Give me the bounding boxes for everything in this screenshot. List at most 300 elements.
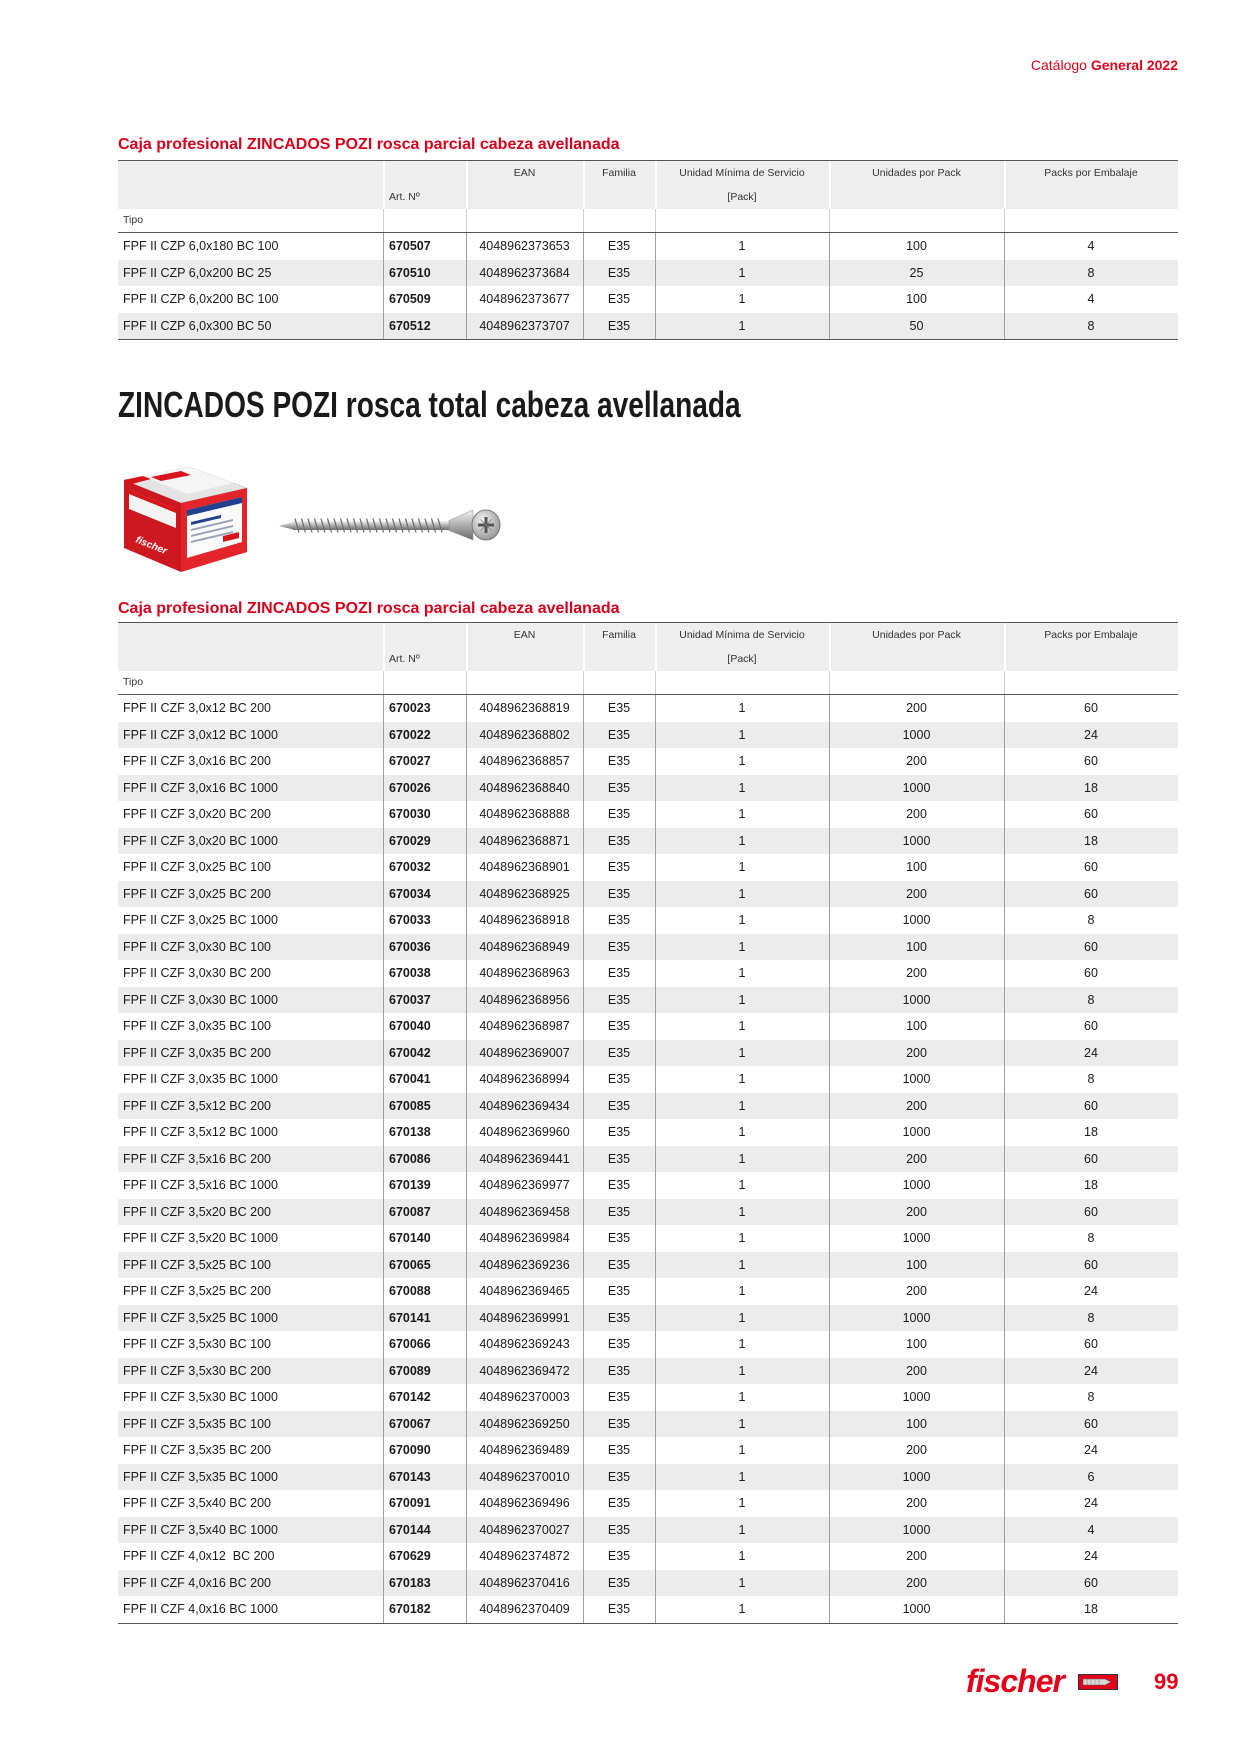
ean-cell: 4048962368857 bbox=[466, 748, 583, 775]
table-row bbox=[118, 695, 1178, 722]
art-cell: 670507 bbox=[383, 233, 466, 260]
unidad-cell: 1 bbox=[655, 233, 829, 260]
column-header-ean: EAN bbox=[466, 161, 583, 185]
tipo-cell: FPF II CZF 4,0x12 BC 200 bbox=[123, 1549, 275, 1564]
art-cell: 670033 bbox=[383, 907, 466, 934]
header-cell bbox=[583, 647, 655, 671]
packs-embalaje-cell: 8 bbox=[1004, 1384, 1178, 1411]
art-cell: 670086 bbox=[383, 1146, 466, 1173]
familia-cell: E35 bbox=[583, 1543, 655, 1570]
art-cell: 670140 bbox=[383, 1225, 466, 1252]
unidad-cell: 1 bbox=[655, 1172, 829, 1199]
unidad-cell: 1 bbox=[655, 881, 829, 908]
header-cell bbox=[1004, 647, 1178, 671]
unidad-cell: 1 bbox=[655, 722, 829, 749]
header-cell bbox=[383, 671, 466, 695]
column-header-unidad: Unidad Mínima de Servicio bbox=[655, 161, 829, 185]
header-cell bbox=[466, 209, 583, 233]
header-cell bbox=[655, 209, 829, 233]
unidades-pack-cell: 200 bbox=[829, 1437, 1004, 1464]
unidades-pack-cell: 200 bbox=[829, 960, 1004, 987]
art-cell: 670138 bbox=[383, 1119, 466, 1146]
table-row bbox=[118, 1517, 1178, 1544]
header-row bbox=[118, 623, 1178, 647]
header-cell bbox=[829, 647, 1004, 671]
ean-cell: 4048962373707 bbox=[466, 313, 583, 340]
table-row bbox=[118, 1119, 1178, 1146]
familia-cell: E35 bbox=[583, 1093, 655, 1120]
tipo-cell: FPF II CZF 3,0x12 BC 200 bbox=[123, 701, 271, 716]
unidades-pack-cell: 1000 bbox=[829, 828, 1004, 855]
tipo-cell: FPF II CZF 3,0x16 BC 1000 bbox=[118, 775, 383, 802]
column-header-unidad-sub: [Pack] bbox=[655, 185, 829, 209]
ean-cell: 4048962369007 bbox=[466, 1040, 583, 1067]
ean-cell: 4048962370416 bbox=[466, 1570, 583, 1597]
header-cell bbox=[466, 671, 583, 695]
ean-cell: 4048962370010 bbox=[466, 1464, 583, 1491]
art-cell: 670030 bbox=[383, 801, 466, 828]
packs-embalaje-cell: 24 bbox=[1004, 1490, 1178, 1517]
unidad-cell: 1 bbox=[655, 1305, 829, 1332]
packs-embalaje-cell: 24 bbox=[1004, 1040, 1178, 1067]
familia-cell: E35 bbox=[583, 748, 655, 775]
unidad-cell: 1 bbox=[655, 1437, 829, 1464]
tipo-cell: FPF II CZP 6,0x200 BC 100 bbox=[123, 292, 279, 307]
packs-embalaje-cell: 8 bbox=[1004, 987, 1178, 1014]
tipo-cell: FPF II CZF 3,0x20 BC 200 bbox=[123, 807, 271, 822]
packs-embalaje-cell: 24 bbox=[1004, 1278, 1178, 1305]
unidad-cell: 1 bbox=[655, 260, 829, 287]
product-box-image bbox=[121, 466, 249, 574]
unidades-pack-cell: 100 bbox=[829, 854, 1004, 881]
header-cell bbox=[1004, 185, 1178, 209]
familia-cell: E35 bbox=[583, 1570, 655, 1597]
familia-cell: E35 bbox=[583, 695, 655, 722]
unidad-cell: 1 bbox=[655, 1570, 829, 1597]
header-row bbox=[118, 209, 1178, 233]
column-header-packs-embalaje: Packs por Embalaje bbox=[1004, 161, 1178, 185]
tipo-cell: FPF II CZF 3,0x35 BC 100 bbox=[123, 1019, 271, 1034]
unidad-cell: 1 bbox=[655, 286, 829, 313]
tipo-cell: FPF II CZF 3,0x25 BC 100 bbox=[123, 860, 271, 875]
ean-cell: 4048962369496 bbox=[466, 1490, 583, 1517]
packs-embalaje-cell: 60 bbox=[1004, 1013, 1178, 1040]
column-header-art: Art. Nº bbox=[383, 647, 466, 671]
familia-cell: E35 bbox=[583, 1411, 655, 1438]
unidad-cell: 1 bbox=[655, 854, 829, 881]
tipo-cell: FPF II CZF 3,5x30 BC 1000 bbox=[123, 1390, 278, 1405]
table-row bbox=[118, 1040, 1178, 1067]
unidad-cell: 1 bbox=[655, 1384, 829, 1411]
packs-embalaje-cell: 60 bbox=[1004, 695, 1178, 722]
tipo-cell: FPF II CZF 3,0x12 BC 1000 bbox=[118, 722, 383, 749]
table-row bbox=[118, 1093, 1178, 1120]
tipo-cell: FPF II CZF 3,5x25 BC 1000 bbox=[118, 1305, 383, 1332]
unidades-pack-cell: 100 bbox=[829, 233, 1004, 260]
unidad-cell: 1 bbox=[655, 1119, 829, 1146]
table-row bbox=[118, 313, 1178, 340]
art-cell: 670509 bbox=[383, 286, 466, 313]
unidades-pack-cell: 200 bbox=[829, 801, 1004, 828]
packs-embalaje-cell: 8 bbox=[1004, 1305, 1178, 1332]
ean-cell: 4048962370409 bbox=[466, 1596, 583, 1623]
tipo-cell: FPF II CZF 3,5x25 BC 200 bbox=[123, 1284, 271, 1299]
unidad-cell: 1 bbox=[655, 1464, 829, 1491]
unidad-cell: 1 bbox=[655, 1199, 829, 1226]
unidades-pack-cell: 1000 bbox=[829, 1225, 1004, 1252]
familia-cell: E35 bbox=[583, 1490, 655, 1517]
tipo-cell: FPF II CZF 3,5x16 BC 1000 bbox=[123, 1178, 278, 1193]
familia-cell: E35 bbox=[583, 313, 655, 340]
header-cell bbox=[583, 671, 655, 695]
tipo-cell: FPF II CZP 6,0x200 BC 25 bbox=[118, 260, 383, 287]
familia-cell: E35 bbox=[583, 960, 655, 987]
ean-cell: 4048962368819 bbox=[466, 695, 583, 722]
ean-cell: 4048962369458 bbox=[466, 1199, 583, 1226]
art-cell: 670183 bbox=[383, 1570, 466, 1597]
section-title: ZINCADOS POZI rosca total cabeza avellanada bbox=[118, 384, 741, 425]
unidad-cell: 1 bbox=[655, 1490, 829, 1517]
packs-embalaje-cell: 60 bbox=[1004, 960, 1178, 987]
ean-cell: 4048962373677 bbox=[466, 286, 583, 313]
tipo-cell: FPF II CZF 3,5x16 BC 200 bbox=[118, 1146, 383, 1173]
table-row bbox=[118, 1172, 1178, 1199]
packs-embalaje-cell: 60 bbox=[1004, 934, 1178, 961]
table-row bbox=[118, 233, 1178, 260]
packs-embalaje-cell: 4 bbox=[1004, 1517, 1178, 1544]
art-cell: 670022 bbox=[383, 722, 466, 749]
table-row bbox=[118, 1013, 1178, 1040]
column-header-familia: Familia bbox=[583, 623, 655, 647]
unidad-cell: 1 bbox=[655, 1040, 829, 1067]
column-header-ean: EAN bbox=[466, 623, 583, 647]
header-row bbox=[118, 185, 1178, 209]
unidades-pack-cell: 1000 bbox=[829, 1119, 1004, 1146]
unidad-cell: 1 bbox=[655, 313, 829, 340]
table-row bbox=[118, 1358, 1178, 1385]
header-cell bbox=[829, 209, 1004, 233]
ean-cell: 4048962373653 bbox=[466, 233, 583, 260]
column-header-unidades-pack: Unidades por Pack bbox=[829, 161, 1004, 185]
packs-embalaje-cell: 18 bbox=[1004, 775, 1178, 802]
table-row bbox=[118, 1543, 1178, 1570]
packs-embalaje-cell: 24 bbox=[1004, 1437, 1178, 1464]
table-row bbox=[118, 1199, 1178, 1226]
product-table bbox=[118, 623, 1178, 1623]
header-cell bbox=[466, 647, 583, 671]
tipo-cell: FPF II CZF 4,0x16 BC 1000 bbox=[123, 1602, 278, 1617]
ean-cell: 4048962369236 bbox=[466, 1252, 583, 1279]
header-row bbox=[118, 161, 1178, 185]
tipo-cell: FPF II CZF 3,5x12 BC 200 bbox=[118, 1093, 383, 1120]
box-logo-text: fischer bbox=[133, 534, 169, 558]
familia-cell: E35 bbox=[583, 1066, 655, 1093]
unidades-pack-cell: 100 bbox=[829, 1013, 1004, 1040]
packs-embalaje-cell: 60 bbox=[1004, 1252, 1178, 1279]
unidad-cell: 1 bbox=[655, 1517, 829, 1544]
catalog-header bbox=[1031, 56, 1178, 74]
ean-cell: 4048962368802 bbox=[466, 722, 583, 749]
ean-cell: 4048962370003 bbox=[466, 1384, 583, 1411]
unidades-pack-cell: 200 bbox=[829, 1490, 1004, 1517]
familia-cell: E35 bbox=[583, 1225, 655, 1252]
table-row bbox=[118, 286, 1178, 313]
header-cell bbox=[583, 209, 655, 233]
product-table-1 bbox=[118, 160, 1178, 340]
tipo-cell: FPF II CZF 3,5x25 BC 100 bbox=[118, 1252, 383, 1279]
familia-cell: E35 bbox=[583, 881, 655, 908]
ean-cell: 4048962369441 bbox=[466, 1146, 583, 1173]
unidades-pack-cell: 200 bbox=[829, 1040, 1004, 1067]
table-row bbox=[118, 1331, 1178, 1358]
unidades-pack-cell: 1000 bbox=[829, 1384, 1004, 1411]
familia-cell: E35 bbox=[583, 722, 655, 749]
packs-embalaje-cell: 24 bbox=[1004, 722, 1178, 749]
unidades-pack-cell: 1000 bbox=[829, 987, 1004, 1014]
header-cell bbox=[655, 671, 829, 695]
familia-cell: E35 bbox=[583, 1464, 655, 1491]
column-header-familia: Familia bbox=[583, 161, 655, 185]
table-row bbox=[118, 748, 1178, 775]
unidades-pack-cell: 100 bbox=[829, 1411, 1004, 1438]
art-cell: 670144 bbox=[383, 1517, 466, 1544]
header-cell bbox=[383, 209, 466, 233]
unidades-pack-cell: 200 bbox=[829, 881, 1004, 908]
product-table bbox=[118, 161, 1178, 339]
unidades-pack-cell: 1000 bbox=[829, 1596, 1004, 1623]
unidad-cell: 1 bbox=[655, 1278, 829, 1305]
art-cell: 670182 bbox=[383, 1596, 466, 1623]
table-row bbox=[118, 722, 1178, 749]
packs-embalaje-cell: 4 bbox=[1004, 233, 1178, 260]
ean-cell: 4048962368963 bbox=[466, 960, 583, 987]
unidades-pack-cell: 1000 bbox=[829, 1172, 1004, 1199]
unidades-pack-cell: 1000 bbox=[829, 907, 1004, 934]
packs-embalaje-cell: 60 bbox=[1004, 854, 1178, 881]
art-cell: 670091 bbox=[383, 1490, 466, 1517]
ean-cell: 4048962369977 bbox=[466, 1172, 583, 1199]
art-cell: 670041 bbox=[383, 1066, 466, 1093]
packs-embalaje-cell: 18 bbox=[1004, 1596, 1178, 1623]
art-cell: 670510 bbox=[383, 260, 466, 287]
art-cell: 670090 bbox=[383, 1437, 466, 1464]
familia-cell: E35 bbox=[583, 907, 655, 934]
tipo-cell: FPF II CZF 3,5x12 BC 1000 bbox=[123, 1125, 278, 1140]
art-cell: 670067 bbox=[383, 1411, 466, 1438]
unidad-cell: 1 bbox=[655, 801, 829, 828]
art-cell: 670065 bbox=[383, 1252, 466, 1279]
art-cell: 670629 bbox=[383, 1543, 466, 1570]
column-header-art: Art. Nº bbox=[383, 185, 466, 209]
header-cell bbox=[118, 647, 383, 671]
ean-cell: 4048962369250 bbox=[466, 1411, 583, 1438]
unidades-pack-cell: 1000 bbox=[829, 722, 1004, 749]
table-row bbox=[118, 1570, 1178, 1597]
table-row bbox=[118, 1278, 1178, 1305]
packs-embalaje-cell: 8 bbox=[1004, 907, 1178, 934]
header-cell bbox=[829, 185, 1004, 209]
unidad-cell: 1 bbox=[655, 1252, 829, 1279]
table-row bbox=[118, 1066, 1178, 1093]
unidades-pack-cell: 200 bbox=[829, 695, 1004, 722]
tipo-cell: FPF II CZF 3,5x35 BC 100 bbox=[118, 1411, 383, 1438]
catalog-edition: General 2022 bbox=[1090, 57, 1178, 73]
table-body bbox=[118, 695, 1178, 1623]
unidades-pack-cell: 100 bbox=[829, 286, 1004, 313]
tipo-cell: FPF II CZF 3,0x30 BC 100 bbox=[118, 934, 383, 961]
header-cell bbox=[1004, 671, 1178, 695]
unidades-pack-cell: 200 bbox=[829, 1093, 1004, 1120]
art-cell: 670026 bbox=[383, 775, 466, 802]
unidad-cell: 1 bbox=[655, 1358, 829, 1385]
unidad-cell: 1 bbox=[655, 695, 829, 722]
packs-embalaje-cell: 24 bbox=[1004, 1358, 1178, 1385]
ean-cell: 4048962368925 bbox=[466, 881, 583, 908]
familia-cell: E35 bbox=[583, 987, 655, 1014]
packs-embalaje-cell: 8 bbox=[1004, 313, 1178, 340]
header-cell bbox=[383, 623, 466, 647]
unidad-cell: 1 bbox=[655, 907, 829, 934]
ean-cell: 4048962368956 bbox=[466, 987, 583, 1014]
art-cell: 670042 bbox=[383, 1040, 466, 1067]
packs-embalaje-cell: 4 bbox=[1004, 286, 1178, 313]
column-header-unidad-sub: [Pack] bbox=[655, 647, 829, 671]
unidades-pack-cell: 200 bbox=[829, 1358, 1004, 1385]
unidades-pack-cell: 200 bbox=[829, 1278, 1004, 1305]
familia-cell: E35 bbox=[583, 1199, 655, 1226]
unidades-pack-cell: 100 bbox=[829, 1252, 1004, 1279]
ean-cell: 4048962368840 bbox=[466, 775, 583, 802]
art-cell: 670085 bbox=[383, 1093, 466, 1120]
familia-cell: E35 bbox=[583, 286, 655, 313]
familia-cell: E35 bbox=[583, 1305, 655, 1332]
tipo-cell: FPF II CZF 3,5x20 BC 1000 bbox=[123, 1231, 278, 1246]
ean-cell: 4048962368901 bbox=[466, 854, 583, 881]
art-cell: 670066 bbox=[383, 1331, 466, 1358]
ean-cell: 4048962369489 bbox=[466, 1437, 583, 1464]
packs-embalaje-cell: 8 bbox=[1004, 1225, 1178, 1252]
tipo-cell: FPF II CZF 3,5x20 BC 200 bbox=[118, 1199, 383, 1226]
unidades-pack-cell: 25 bbox=[829, 260, 1004, 287]
header-row bbox=[118, 647, 1178, 671]
ean-cell: 4048962368871 bbox=[466, 828, 583, 855]
unidad-cell: 1 bbox=[655, 1146, 829, 1173]
screw-image bbox=[279, 505, 505, 545]
familia-cell: E35 bbox=[583, 233, 655, 260]
familia-cell: E35 bbox=[583, 1596, 655, 1623]
unidad-cell: 1 bbox=[655, 1013, 829, 1040]
unidad-cell: 1 bbox=[655, 1543, 829, 1570]
packs-embalaje-cell: 60 bbox=[1004, 1411, 1178, 1438]
packs-embalaje-cell: 60 bbox=[1004, 1146, 1178, 1173]
unidades-pack-cell: 1000 bbox=[829, 775, 1004, 802]
tipo-cell: FPF II CZF 3,5x40 BC 200 bbox=[123, 1496, 271, 1511]
art-cell: 670037 bbox=[383, 987, 466, 1014]
ean-cell: 4048962369991 bbox=[466, 1305, 583, 1332]
packs-embalaje-cell: 18 bbox=[1004, 1172, 1178, 1199]
unidad-cell: 1 bbox=[655, 1066, 829, 1093]
tipo-cell: FPF II CZF 3,5x40 BC 1000 bbox=[118, 1517, 383, 1544]
unidades-pack-cell: 200 bbox=[829, 748, 1004, 775]
column-header-tipo: Tipo bbox=[118, 209, 383, 233]
ean-cell: 4048962369243 bbox=[466, 1331, 583, 1358]
unidad-cell: 1 bbox=[655, 775, 829, 802]
table-row bbox=[118, 260, 1178, 287]
unidades-pack-cell: 200 bbox=[829, 1543, 1004, 1570]
unidades-pack-cell: 200 bbox=[829, 1146, 1004, 1173]
tipo-cell: FPF II CZF 4,0x16 BC 200 bbox=[118, 1570, 383, 1597]
table-row bbox=[118, 775, 1178, 802]
familia-cell: E35 bbox=[583, 1013, 655, 1040]
unidades-pack-cell: 100 bbox=[829, 934, 1004, 961]
table-row bbox=[118, 1464, 1178, 1491]
packs-embalaje-cell: 18 bbox=[1004, 1119, 1178, 1146]
art-cell: 670027 bbox=[383, 748, 466, 775]
unidad-cell: 1 bbox=[655, 1331, 829, 1358]
table-row bbox=[118, 907, 1178, 934]
familia-cell: E35 bbox=[583, 260, 655, 287]
ean-cell: 4048962368949 bbox=[466, 934, 583, 961]
unidades-pack-cell: 200 bbox=[829, 1570, 1004, 1597]
column-header-tipo: Tipo bbox=[118, 671, 383, 695]
unidades-pack-cell: 50 bbox=[829, 313, 1004, 340]
ean-cell: 4048962368888 bbox=[466, 801, 583, 828]
page-number: 99 bbox=[1154, 1669, 1179, 1694]
unidad-cell: 1 bbox=[655, 1596, 829, 1623]
unidades-pack-cell: 1000 bbox=[829, 1305, 1004, 1332]
art-cell: 670089 bbox=[383, 1358, 466, 1385]
ean-cell: 4048962368994 bbox=[466, 1066, 583, 1093]
familia-cell: E35 bbox=[583, 1331, 655, 1358]
table-row bbox=[118, 1490, 1178, 1517]
table-title: Caja profesional ZINCADOS POZI rosca parcial cabeza avellanada bbox=[118, 136, 620, 153]
art-cell: 670034 bbox=[383, 881, 466, 908]
table-row bbox=[118, 1384, 1178, 1411]
ean-cell: 4048962368918 bbox=[466, 907, 583, 934]
familia-cell: E35 bbox=[583, 1358, 655, 1385]
unidad-cell: 1 bbox=[655, 1093, 829, 1120]
familia-cell: E35 bbox=[583, 934, 655, 961]
packs-embalaje-cell: 6 bbox=[1004, 1464, 1178, 1491]
unidad-cell: 1 bbox=[655, 987, 829, 1014]
header-cell bbox=[829, 671, 1004, 695]
familia-cell: E35 bbox=[583, 1517, 655, 1544]
ean-cell: 4048962369472 bbox=[466, 1358, 583, 1385]
tipo-cell: FPF II CZF 3,0x30 BC 1000 bbox=[118, 987, 383, 1014]
familia-cell: E35 bbox=[583, 1146, 655, 1173]
table-row bbox=[118, 1596, 1178, 1623]
packs-embalaje-cell: 60 bbox=[1004, 801, 1178, 828]
table-row bbox=[118, 960, 1178, 987]
tipo-cell: FPF II CZF 3,0x35 BC 200 bbox=[118, 1040, 383, 1067]
ean-cell: 4048962369960 bbox=[466, 1119, 583, 1146]
table-row bbox=[118, 1437, 1178, 1464]
header-cell bbox=[118, 185, 383, 209]
table-row bbox=[118, 828, 1178, 855]
art-cell: 670029 bbox=[383, 828, 466, 855]
familia-cell: E35 bbox=[583, 1252, 655, 1279]
packs-embalaje-cell: 8 bbox=[1004, 1066, 1178, 1093]
ean-cell: 4048962370027 bbox=[466, 1517, 583, 1544]
familia-cell: E35 bbox=[583, 1040, 655, 1067]
familia-cell: E35 bbox=[583, 1437, 655, 1464]
table-row bbox=[118, 1305, 1178, 1332]
tipo-cell: FPF II CZF 3,5x35 BC 200 bbox=[123, 1443, 271, 1458]
packs-embalaje-cell: 60 bbox=[1004, 1093, 1178, 1120]
art-cell: 670139 bbox=[383, 1172, 466, 1199]
table-title: Caja profesional ZINCADOS POZI rosca parcial cabeza avellanada bbox=[118, 600, 620, 617]
table-row bbox=[118, 881, 1178, 908]
